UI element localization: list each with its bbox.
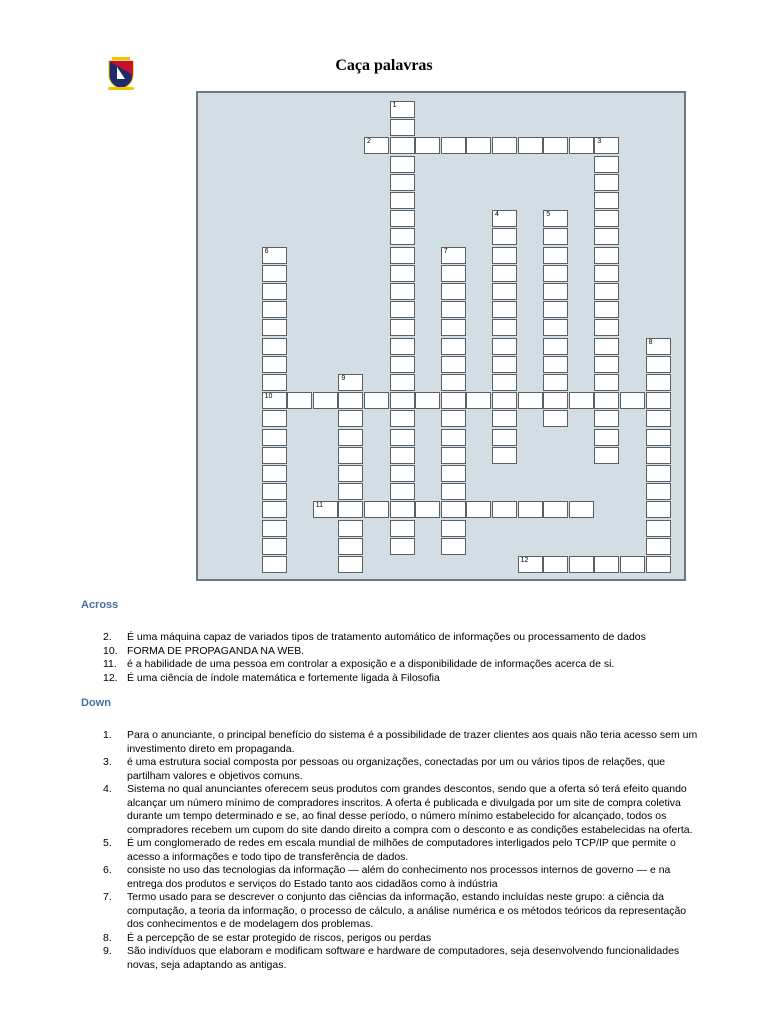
grid-cell[interactable] — [646, 465, 671, 482]
across-clue — [81, 658, 701, 672]
grid-cell[interactable] — [390, 210, 415, 227]
grid-cell[interactable] — [262, 447, 287, 464]
grid-cell[interactable] — [492, 501, 517, 518]
grid-cell[interactable] — [441, 356, 466, 373]
clue-num: 9. — [103, 945, 112, 957]
grid-cell[interactable] — [390, 538, 415, 555]
clue-number: 2 — [367, 138, 371, 146]
grid-cell[interactable] — [262, 501, 287, 518]
grid-cell[interactable] — [492, 283, 517, 300]
grid-cell[interactable] — [313, 392, 338, 409]
clue-number: 1 — [392, 102, 397, 109]
clue-num: 12. — [103, 671, 118, 684]
grid-cell[interactable] — [415, 501, 440, 518]
grid-cell[interactable] — [646, 483, 671, 500]
grid-cell[interactable] — [262, 483, 287, 500]
grid-cell[interactable] — [390, 392, 415, 409]
grid-cell[interactable] — [415, 392, 440, 409]
clue-text: É uma ciência de índole matemática e fortemente ligada à Filosofia — [127, 671, 440, 684]
grid-cell[interactable] — [338, 538, 363, 555]
clue-num: 2. — [103, 631, 112, 643]
grid-cell[interactable] — [441, 483, 466, 500]
grid-cell[interactable] — [646, 447, 671, 464]
grid-cell[interactable] — [594, 210, 619, 227]
grid-cell[interactable] — [441, 338, 466, 355]
down-clue — [81, 945, 701, 972]
grid-cell[interactable] — [569, 501, 594, 518]
grid-cell[interactable] — [646, 556, 671, 573]
grid-cell[interactable] — [390, 174, 415, 191]
grid-cell[interactable] — [543, 247, 568, 264]
grid-cell[interactable] — [543, 319, 568, 336]
grid-cell[interactable] — [262, 301, 287, 318]
grid-cell[interactable] — [646, 374, 671, 391]
down-clue — [81, 932, 701, 946]
grid-cell[interactable] — [262, 283, 287, 300]
grid-cell[interactable] — [364, 501, 389, 518]
grid-cell[interactable] — [262, 465, 287, 482]
grid-cell[interactable] — [390, 429, 415, 446]
grid-cell[interactable] — [441, 319, 466, 336]
grid-cell[interactable] — [338, 501, 363, 518]
grid-cell[interactable] — [466, 137, 491, 154]
grid-cell[interactable] — [390, 483, 415, 500]
grid-cell[interactable] — [594, 319, 619, 336]
grid-cell[interactable] — [492, 265, 517, 282]
grid-cell[interactable] — [338, 556, 363, 573]
grid-cell[interactable] — [594, 228, 619, 245]
grid-cell[interactable] — [569, 392, 594, 409]
grid-cell[interactable] — [262, 356, 287, 373]
grid-cell[interactable] — [390, 410, 415, 427]
grid-cell[interactable] — [390, 465, 415, 482]
grid-cell[interactable] — [594, 556, 619, 573]
grid-cell[interactable] — [390, 501, 415, 518]
grid-cell[interactable] — [390, 301, 415, 318]
grid-cell[interactable] — [338, 410, 363, 427]
grid-cell[interactable] — [262, 520, 287, 537]
grid-cell[interactable] — [594, 338, 619, 355]
across-heading: Across — [81, 599, 119, 611]
grid-cell[interactable] — [646, 338, 671, 355]
clue-text: Para o anunciante, o principal benefício do sistema é a possibilidade de trazer clientes aos quais não teria acesso sem um investimento direto em propaganda. — [127, 729, 698, 755]
clue-text: é uma estrutura social composta por pessoas ou organizações, conectadas por um ou vários tipos de relações, que partilham valores e objetivos comuns. — [127, 756, 666, 782]
grid-cell[interactable] — [543, 410, 568, 427]
grid-cell[interactable] — [466, 392, 491, 409]
grid-cell[interactable] — [338, 520, 363, 537]
grid-cell[interactable] — [338, 483, 363, 500]
down-clue — [81, 729, 701, 756]
grid-cell[interactable] — [441, 301, 466, 318]
grid-cell[interactable] — [441, 447, 466, 464]
grid-cell[interactable] — [390, 265, 415, 282]
clue-number: 12 — [520, 557, 529, 564]
grid-cell[interactable] — [338, 465, 363, 482]
grid-cell[interactable] — [390, 283, 415, 300]
down-heading: Down — [81, 697, 111, 709]
grid-cell[interactable] — [594, 192, 619, 209]
grid-cell[interactable] — [466, 501, 491, 518]
down-clue — [81, 783, 701, 837]
clue-text: São indivíduos que elaboram e modificam software e hardware de computadores, seja desenvolvendo funcionalidades novas, seja adaptando as antigas. — [127, 945, 680, 971]
grid-cell[interactable] — [262, 538, 287, 555]
grid-cell[interactable] — [543, 338, 568, 355]
grid-cell[interactable] — [594, 447, 619, 464]
grid-cell[interactable] — [646, 392, 671, 409]
grid-cell[interactable] — [390, 338, 415, 355]
grid-cell[interactable] — [646, 429, 671, 446]
across-clues — [81, 631, 701, 685]
grid-cell[interactable] — [518, 501, 543, 518]
grid-cell[interactable] — [518, 556, 543, 573]
grid-cell[interactable] — [441, 410, 466, 427]
grid-cell[interactable] — [390, 374, 415, 391]
grid-cell[interactable] — [543, 556, 568, 573]
grid-cell[interactable] — [646, 501, 671, 518]
grid-cell[interactable] — [492, 392, 517, 409]
clue-num: 6. — [103, 864, 112, 876]
grid-cell[interactable] — [441, 374, 466, 391]
grid-cell[interactable] — [543, 392, 568, 409]
grid-cell[interactable] — [441, 538, 466, 555]
grid-cell[interactable] — [492, 228, 517, 245]
grid-cell[interactable] — [441, 429, 466, 446]
grid-cell[interactable] — [364, 392, 389, 409]
clue-text: é a habilidade de uma pessoa em controlar a exposição e a disponibilidade de informações acerca de si. — [127, 658, 615, 670]
grid-cell[interactable] — [492, 338, 517, 355]
clue-num: 4. — [103, 783, 112, 795]
clue-number: 7 — [443, 247, 448, 255]
grid-cell[interactable] — [390, 192, 415, 209]
grid-cell[interactable] — [262, 374, 287, 391]
grid-cell[interactable] — [415, 137, 440, 154]
clue-text: FORMA DE PROPAGANDA NA WEB. — [127, 644, 305, 657]
clue-text: É um conglomerado de redes em escala mundial de milhões de computadores interligados pelo TCP/IP que permite o acesso a informações e todo tipo de transferência de dados. — [127, 837, 676, 863]
grid-cell[interactable] — [543, 265, 568, 282]
grid-cell[interactable] — [390, 137, 415, 154]
grid-cell[interactable] — [646, 410, 671, 427]
grid-cell[interactable] — [441, 137, 466, 154]
grid-cell[interactable] — [594, 265, 619, 282]
grid-cell[interactable] — [492, 319, 517, 336]
clue-num: 5. — [103, 837, 112, 849]
clue-num: 1. — [103, 729, 112, 741]
grid-cell[interactable] — [594, 283, 619, 300]
grid-cell[interactable] — [390, 520, 415, 537]
grid-cell[interactable] — [594, 374, 619, 391]
grid-cell[interactable] — [646, 356, 671, 373]
grid-cell[interactable] — [390, 119, 415, 136]
grid-cell[interactable] — [569, 556, 594, 573]
grid-cell[interactable] — [390, 156, 415, 173]
grid-cell[interactable] — [543, 283, 568, 300]
grid-cell[interactable] — [492, 247, 517, 264]
grid-cell[interactable] — [390, 101, 415, 118]
clue-number: 11 — [315, 502, 324, 510]
down-clue — [81, 864, 701, 891]
down-clue — [81, 837, 701, 864]
grid-cell[interactable] — [441, 392, 466, 409]
grid-cell[interactable] — [518, 392, 543, 409]
across-clue — [81, 631, 701, 645]
clue-num: 7. — [103, 891, 112, 903]
grid-cell[interactable] — [338, 447, 363, 464]
grid-cell[interactable] — [313, 501, 338, 518]
grid-cell[interactable] — [543, 374, 568, 391]
clue-text: É uma máquina capaz de variados tipos de tratamento automático de informações ou processamento de dados — [127, 631, 646, 643]
grid-cell[interactable] — [594, 137, 619, 154]
clue-number: 8 — [648, 338, 653, 346]
grid-cell[interactable] — [594, 174, 619, 191]
grid-cell[interactable] — [338, 429, 363, 446]
grid-cell[interactable] — [492, 447, 517, 464]
grid-cell[interactable] — [390, 247, 415, 264]
grid-cell[interactable] — [441, 247, 466, 264]
grid-cell[interactable] — [338, 392, 363, 409]
grid-cell[interactable] — [594, 429, 619, 446]
grid-cell[interactable] — [594, 356, 619, 373]
grid-cell[interactable] — [646, 538, 671, 555]
grid-cell[interactable] — [594, 156, 619, 173]
grid-cell[interactable] — [594, 301, 619, 318]
grid-cell[interactable] — [287, 392, 312, 409]
clue-text: Sistema no qual anunciantes oferecem seus produtos com grandes descontos, sendo que a oferta só terá efeito quando alcançar um número mínimo de compradores inscritos. A oferta é publicada e divulgada por um site de compra coletiva durante um tempo determinado e se, ao final desse período, o número mínimo estabelecido for alcançado, todos os compradores recebem um cupom do site dando direito a compra com o desconto e as condições estabelecidas na oferta. — [127, 783, 693, 836]
grid-cell[interactable] — [594, 247, 619, 264]
clue-text: Termo usado para se descrever o conjunto das ciências da informação, estando incluídas neste grupo: a ciência da computação, a teoria da informação, o processo de cálculo, a análise numérica e os métodos teóricos da representação dos conhecimentos e de modelagem dos problemas. — [127, 891, 687, 930]
grid-cell[interactable] — [441, 465, 466, 482]
grid-cell[interactable] — [390, 356, 415, 373]
grid-cell[interactable] — [492, 374, 517, 391]
clue-text: É a percepção de se estar protegido de riscos, perigos ou perdas — [127, 931, 432, 944]
clue-num: 11. — [103, 658, 117, 670]
clue-number: 4 — [495, 211, 499, 219]
grid-cell[interactable] — [620, 556, 645, 573]
grid-cell[interactable] — [262, 319, 287, 336]
grid-cell[interactable] — [441, 501, 466, 518]
grid-cell[interactable] — [262, 265, 287, 282]
grid-cell[interactable] — [492, 137, 517, 154]
grid-cell[interactable] — [262, 429, 287, 446]
clue-number: 6 — [264, 247, 269, 255]
grid-cell[interactable] — [262, 556, 287, 573]
grid-cell[interactable] — [543, 210, 568, 227]
grid-cell[interactable] — [543, 301, 568, 318]
across-clue — [81, 672, 701, 686]
clue-number: 5 — [546, 211, 551, 219]
clue-num: 3. — [103, 756, 112, 768]
clue-num: 10. — [103, 644, 118, 657]
grid-cell[interactable] — [390, 228, 415, 245]
grid-cell[interactable] — [390, 447, 415, 464]
down-clue — [81, 756, 701, 783]
grid-cell[interactable] — [492, 429, 517, 446]
grid-cell[interactable] — [492, 301, 517, 318]
page-title: Caça palavras — [335, 57, 433, 74]
grid-cell[interactable] — [492, 410, 517, 427]
grid-cell[interactable] — [543, 137, 568, 154]
grid-cell[interactable] — [262, 247, 287, 264]
grid-cell[interactable] — [518, 137, 543, 154]
grid-cell[interactable] — [364, 137, 389, 154]
grid-cell[interactable] — [492, 210, 517, 227]
down-clue — [81, 891, 701, 932]
clue-number: 3 — [597, 138, 602, 146]
clue-number: 10 — [264, 393, 273, 401]
grid-cell[interactable] — [594, 392, 619, 409]
grid-cell[interactable] — [262, 392, 287, 409]
grid-cell[interactable] — [262, 338, 287, 355]
clue-num: 8. — [103, 931, 112, 944]
grid-cell[interactable] — [441, 265, 466, 282]
across-clue — [81, 645, 701, 659]
grid-cell[interactable] — [262, 410, 287, 427]
grid-cell[interactable] — [492, 356, 517, 373]
grid-cell[interactable] — [390, 319, 415, 336]
grid-cell[interactable] — [620, 392, 645, 409]
clue-number: 9 — [341, 375, 346, 382]
clue-text: consiste no uso das tecnologias da informação — além do conhecimento nos processos internos de governo — e na entrega dos produtos e serviços do Estado tanto aos cidadãos como à indústria — [127, 864, 671, 890]
grid-cell[interactable] — [594, 410, 619, 427]
grid-cell[interactable] — [569, 137, 594, 154]
grid-cell[interactable] — [646, 520, 671, 537]
down-clues — [81, 729, 701, 972]
crossword-grid[interactable] — [196, 91, 686, 581]
grid-cell[interactable] — [441, 520, 466, 537]
grid-cell[interactable] — [441, 283, 466, 300]
grid-cell[interactable] — [338, 374, 363, 391]
grid-cell[interactable] — [543, 228, 568, 245]
grid-cell[interactable] — [543, 356, 568, 373]
grid-cell[interactable] — [543, 501, 568, 518]
